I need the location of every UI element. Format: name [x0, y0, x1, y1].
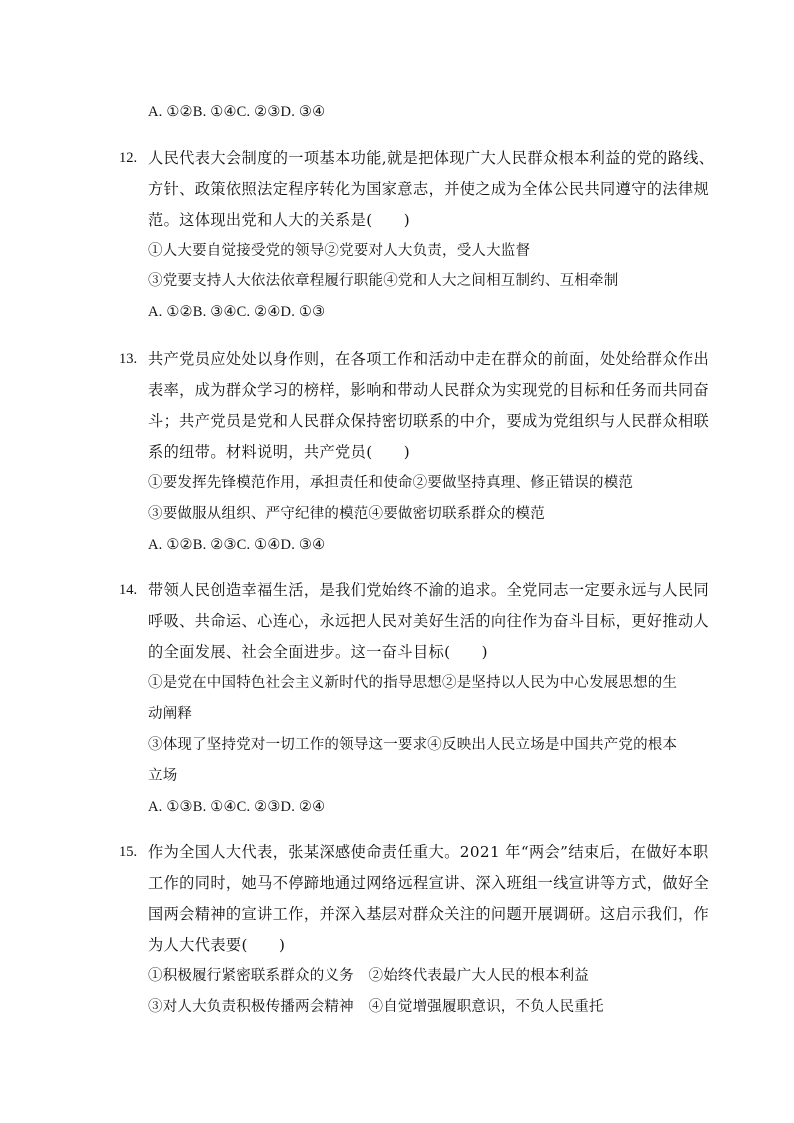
question-14-statement-1: ①是党在中国特色社会主义新时代的指导思想②是坚持以人民为中心发展思想的生	[148, 675, 678, 691]
question-13-number: 13.	[119, 351, 138, 367]
question-12-stem-line-3: 范。这体现出党和人大的关系是( )	[148, 211, 411, 229]
question-14-number: 14.	[119, 582, 138, 598]
question-12-stem-line-2: 方针、政策依照法定程序转化为国家意志，并使之成为全体公民共同遵守的法律规	[148, 180, 710, 198]
question-15-statement-2: ③对人大负责积极传播两会精神 ④自觉增强履职意识，不负人民重托	[148, 999, 604, 1015]
question-14-stem-line-1: 带领人民创造幸福生活，是我们党始终不渝的追求。全党同志一定要永远与人民同	[148, 581, 710, 599]
question-14-answer-options: A. ①③B. ①④C. ②③D. ②④	[148, 799, 326, 815]
question-15-stem-line-3: 国两会精神的宣讲工作，并深入基层对群众关注的问题开展调研。这启示我们，作	[148, 905, 710, 923]
question-12-stem-line-1: 人民代表大会制度的一项基本功能,就是把体现广大人民群众根本利益的党的路线、	[148, 149, 715, 167]
question-15-stem-line-4: 为人大代表要( )	[148, 936, 286, 954]
question-14-stem-line-3: 的全面发展、社会全面进步。这一奋斗目标( )	[148, 643, 488, 661]
question-12-statement-2: ③党要支持人大依法依章程履行职能④党和人大之间相互制约、互相牵制	[148, 273, 619, 289]
question-14-stem-line-2: 呼吸、共命运、心连心，永远把人民对美好生活的向往作为奋斗目标，更好推动人	[148, 612, 710, 630]
question-12-answer-options: A. ①②B. ③④C. ②④D. ①③	[148, 304, 326, 320]
question-15-stem-line-1: 作为全国人大代表，张某深感使命责任重大。2021 年“两会”结束后，在做好本职	[148, 843, 709, 861]
question-13-stem-line-3: 斗；共产党员是党和人民群众保持密切联系的中介，要成为党组织与人民群众相联	[148, 412, 710, 430]
question-12-statement-1: ①人大要自觉接受党的领导②党要对人大负责，受人大监督	[148, 243, 531, 259]
question-13-statement-1: ①要发挥先锋模范作用，承担责任和使命②要做坚持真理、修正错误的模范	[148, 475, 634, 491]
question-12-number: 12.	[119, 150, 138, 166]
question-15-statement-1: ①积极履行紧密联系群众的义务 ②始终代表最广大人民的根本利益	[148, 968, 589, 984]
question-13-stem-line-2: 表率，成为群众学习的榜样，影响和带动人民群众为实现党的目标和任务而共同奋	[148, 381, 710, 399]
question-14-statement-2: ③体现了坚持党对一切工作的领导这一要求④反映出人民立场是中国共产党的根本	[148, 737, 678, 753]
question-13-answer-options: A. ①②B. ②③C. ①④D. ③④	[148, 537, 326, 553]
question-15-number: 15.	[119, 844, 138, 860]
prev-question-answer-options: A. ①②B. ①④C. ②③D. ③④	[148, 104, 326, 120]
question-14-statement-1-continued: 动阐释	[148, 706, 193, 722]
question-15-stem-line-2: 工作的同时，她马不停蹄地通过网络远程宣讲、深入班组一线宣讲等方式，做好全	[148, 874, 710, 892]
question-13-stem-line-4: 系的纽带。材料说明，共产党员( )	[148, 443, 411, 461]
question-13-stem-line-1: 共产党员应处处以身作则，在各项工作和活动中走在群众的前面，处处给群众作出	[148, 350, 710, 368]
question-14-statement-2-continued: 立场	[148, 768, 178, 784]
question-13-statement-2: ③要做服从组织、严守纪律的模范④要做密切联系群众的模范	[148, 506, 545, 522]
